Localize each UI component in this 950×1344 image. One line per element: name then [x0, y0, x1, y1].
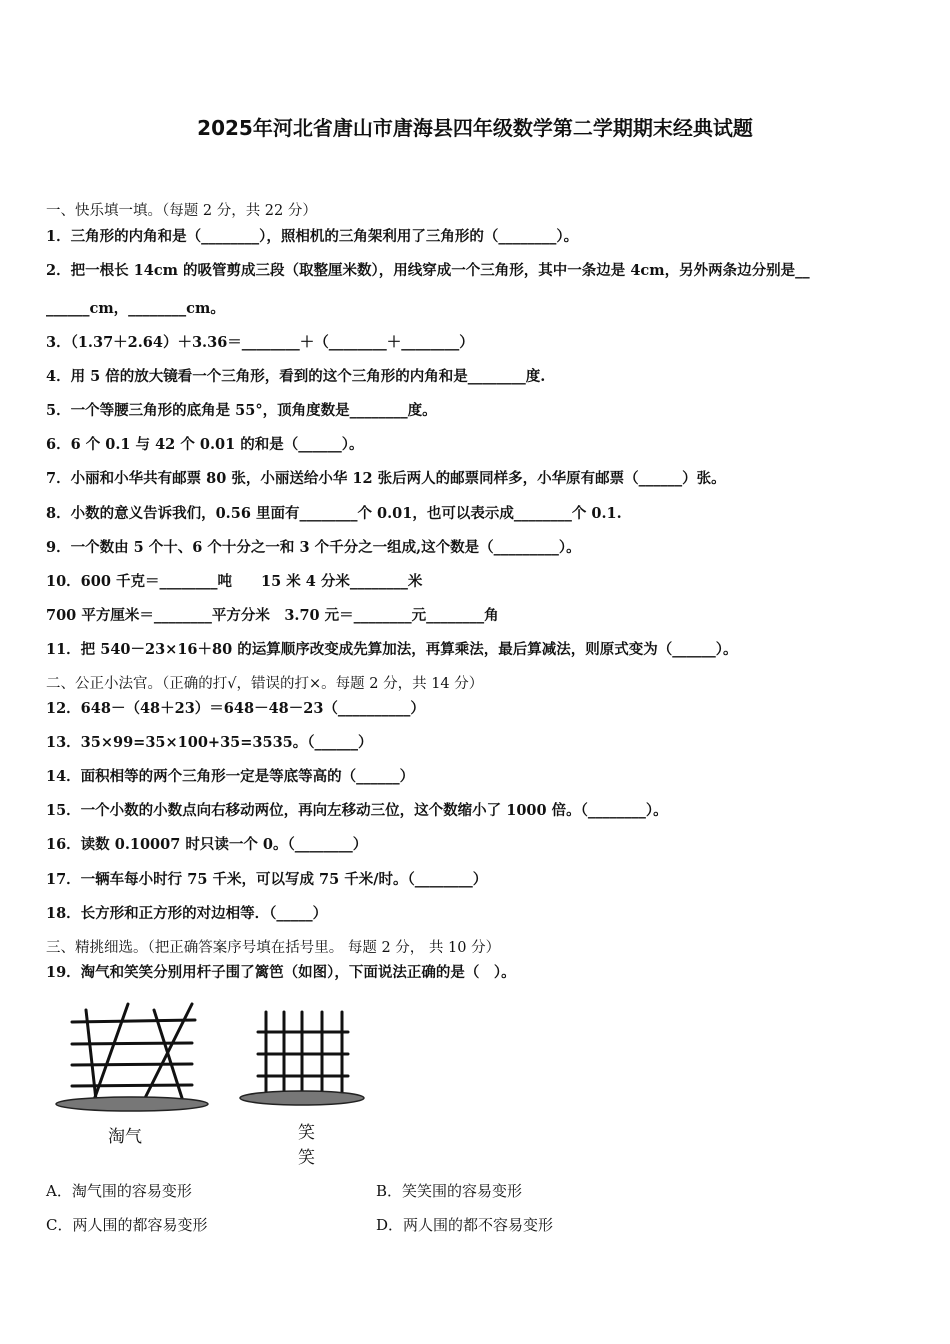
question-17: 17．一辆车每小时行 75 千米，可以写成 75 千米/时。（________） — [46, 871, 488, 888]
question-11: 11．把 540－23×16＋80 的运算顺序改变成先算加法，再算乘法，最后算减法，则原式变为（______）。 — [46, 641, 738, 658]
question-10: 10．600 千克＝________吨 15 米 4 分米________米 — [46, 573, 423, 590]
question-16: 16．读数 0.10007 时只读一个 0。（________） — [46, 836, 368, 853]
section-heading-1: 一、快乐填一填。（每题 2 分，共 22 分） — [46, 203, 317, 219]
fence-figure — [50, 998, 315, 1168]
question-18: 18．长方形和正方形的对边相等．（_____） — [46, 905, 328, 922]
question-6: 6．6 个 0.1 与 42 个 0.01 的和是（______）。 — [46, 436, 364, 453]
question-13: 13．35×99=35×100+35=3535。（______） — [46, 734, 373, 751]
option-a[interactable]: A．淘气围的容易变形 — [46, 1182, 192, 1200]
question-8: 8．小数的意义告诉我们，0.56 里面有________个 0.01，也可以表示成________个 0.1. — [46, 505, 622, 522]
question-1: 1．三角形的内角和是（________），照相机的三角架利用了三角形的（________）。 — [46, 228, 579, 245]
question-9: 9．一个数由 5 个十、6 个十分之一和 3 个千分之一组成,这个数是（_________）。 — [46, 539, 581, 556]
section-heading-2: 二、公正小法官。（正确的打√，错误的打×。每题 2 分，共 14 分） — [46, 676, 484, 692]
question-14: 14．面积相等的两个三角形一定是等底等高的（______） — [46, 768, 415, 785]
option-c[interactable]: C．两人围的都容易变形 — [46, 1216, 208, 1234]
option-d[interactable]: D．两人围的都不容易变形 — [376, 1216, 554, 1234]
figure-label-taoqi: 淘气 — [108, 1127, 142, 1147]
option-b[interactable]: B．笑笑围的容易变形 — [376, 1182, 523, 1200]
figure-label-xiaoxiao: 笑笑 — [298, 1123, 315, 1168]
question-19: 19．淘气和笑笑分别用杆子围了篱笆（如图），下面说法正确的是（ ）。 — [46, 964, 516, 981]
question-3: 3．（1.37＋2.64）＋3.36＝________＋（________＋________） — [46, 334, 474, 351]
question-5: 5．一个等腰三角形的底角是 55°，顶角度数是________度。 — [46, 402, 437, 419]
section-heading-3: 三、精挑细选。（把正确答案序号填在括号里。 每题 2 分， 共 10 分） — [46, 940, 501, 956]
question-7: 7．小丽和小华共有邮票 80 张，小丽送给小华 12 张后两人的邮票同样多，小华原有邮票（______）张。 — [46, 470, 726, 487]
question-2: 2．把一根长 14cm 的吸管剪成三段（取整厘米数），用线穿成一个三角形，其中一条边是 4cm，另外两条边分别是__ — [46, 262, 810, 279]
page-title: 2025年河北省唐山市唐海县四年级数学第二学期期末经典试题 — [197, 116, 753, 140]
question-4: 4．用 5 倍的放大镜看一个三角形，看到的这个三角形的内角和是________度. — [46, 368, 546, 385]
question-10-cont: 700 平方厘米＝________平方分米 3.70 元＝________元________角 — [46, 607, 499, 624]
question-15: 15．一个小数的小数点向右移动两位，再向左移动三位，这个数缩小了 1000 倍。（________）。 — [46, 802, 668, 819]
xiaoxiao-fence-drawing — [236, 998, 416, 1148]
question-2-cont: ______cm，________cm。 — [46, 300, 225, 317]
question-12: 12．648－（48＋23）＝648－48－23（__________） — [46, 700, 425, 717]
